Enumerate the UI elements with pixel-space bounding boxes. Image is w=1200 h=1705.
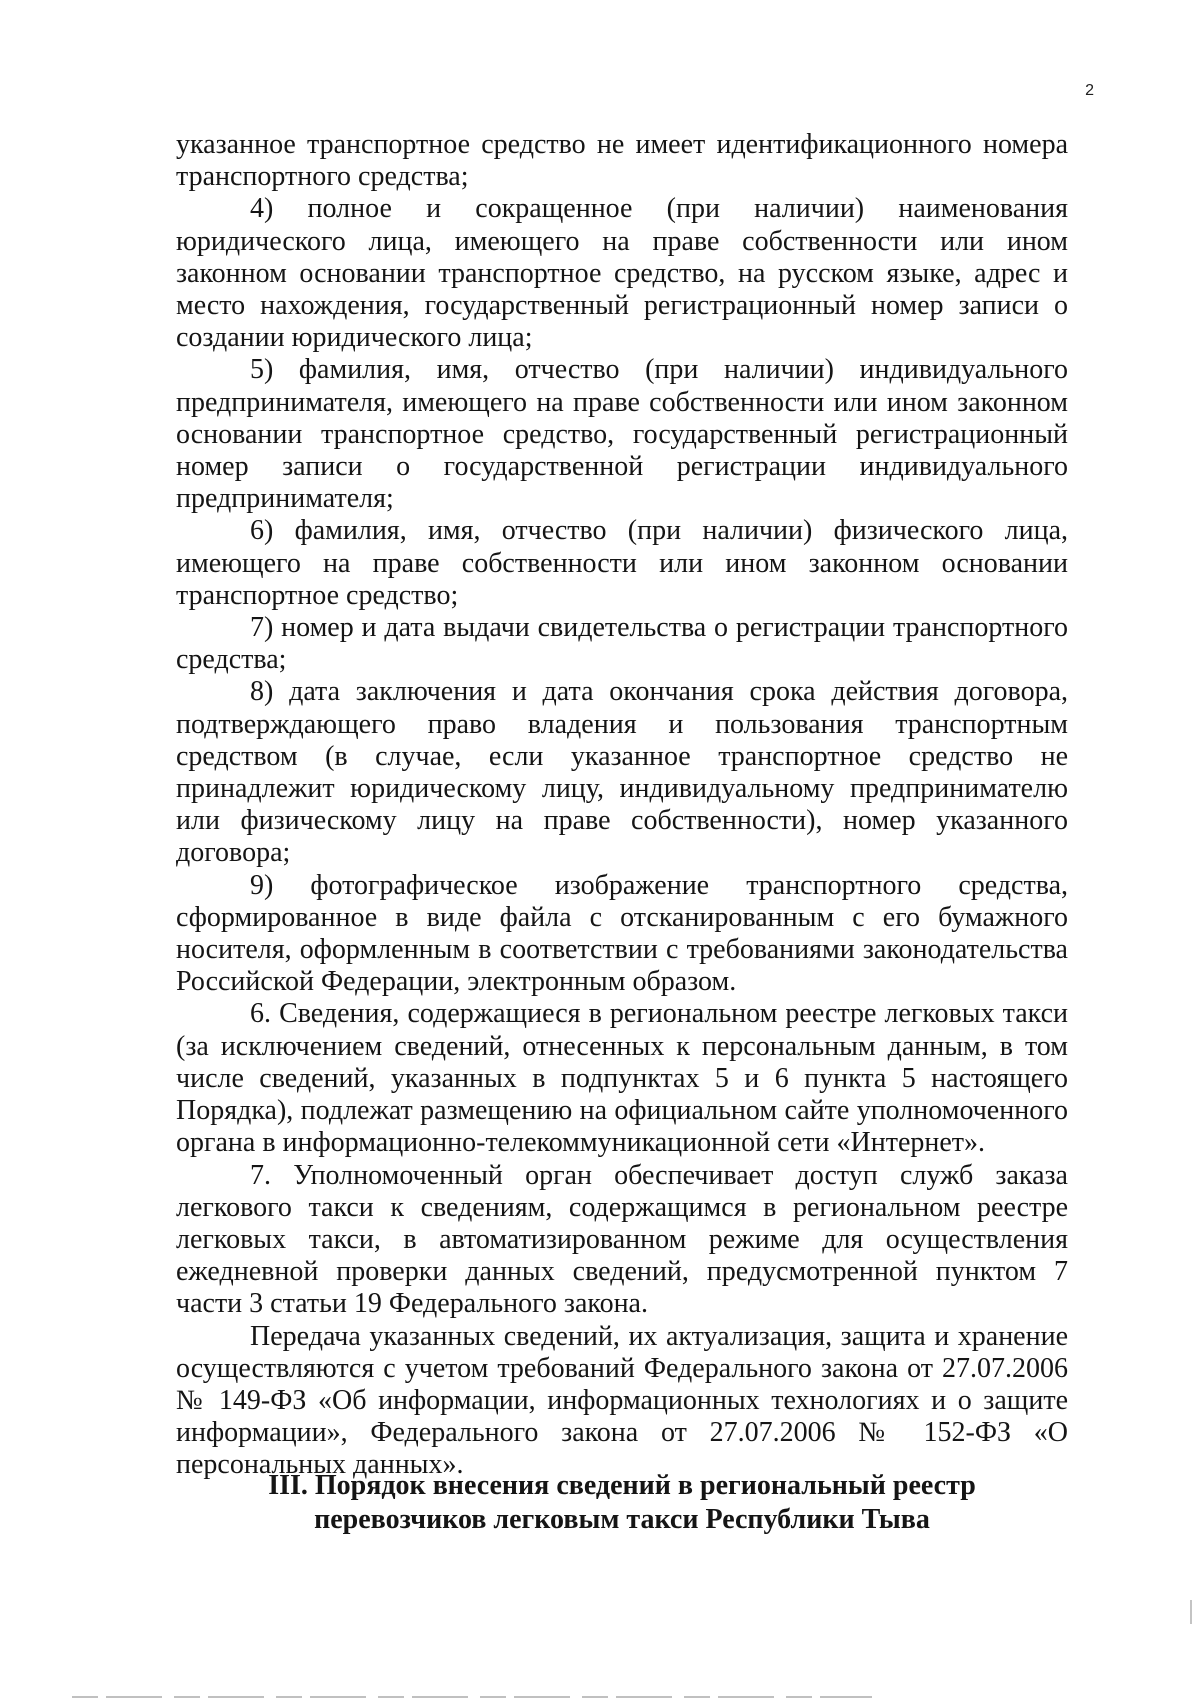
paragraph-transfer-info: Передача указанных сведений, их актуализация, защита и хранение осуществляются с учетом требований Федерального закона от 27.07.2006 № 149-ФЗ «Об информации, информационных технологиях и о защите информации», Федерального закона от 27.07.2006 № 152-ФЗ «О персональных данных». — [176, 1320, 1068, 1481]
paragraph-continuation: указанное транспортное средство не имеет идентификационного номера транспортного средства; — [176, 129, 1068, 193]
section-heading-line-1: III. Порядок внесения сведений в региональный реестр — [268, 1470, 976, 1501]
paragraph-item-5: 5) фамилия, имя, отчество (при наличии) индивидуального предпринимателя, имеющего на праве собственности или ином законном основании транспортное средство, государственный регистрационный номер записи о государственной регистрации индивидуального предпринимателя; — [176, 354, 1068, 515]
paragraph-item-6: 6) фамилия, имя, отчество (при наличии) физического лица, имеющего на праве собственности или ином законном основании транспортное средство; — [176, 515, 1068, 611]
paragraph-section-7: 7. Уполномоченный орган обеспечивает доступ служб заказа легкового такси к сведениям, содержащимся в региональном реестре легковых такси, в автоматизированном режиме для осуществления ежедневной проверки данных сведений, предусмотренной пунктом 7 части 3 статьи 19 Федерального закона. — [176, 1159, 1068, 1320]
document-body — [176, 129, 1068, 1482]
paragraph-item-7: 7) номер и дата выдачи свидетельства о регистрации транспортного средства; — [176, 612, 1068, 676]
paragraph-item-9: 9) фотографическое изображение транспортного средства, сформированное в виде файла с отсканированным с его бумажного носителя, оформленным в соответствии с требованиями законодательства Российской Федерации, электронным образом. — [176, 869, 1068, 998]
page-number: 2 — [1085, 82, 1094, 99]
section-heading — [176, 1469, 1068, 1537]
paragraph-section-6: 6. Сведения, содержащиеся в региональном реестре легковых такси (за исключением сведений, отнесенных к персональным данным, в том числе сведений, указанных в подпунктах 5 и 6 пункта 5 настоящего Порядка), подлежат размещению на официальном сайте уполномоченного органа в информационно-телекоммуникационной сети «Интернет». — [176, 998, 1068, 1159]
scan-artifact-right-mark — [1190, 1600, 1192, 1624]
paragraph-item-4: 4) полное и сокращенное (при наличии) наименования юридического лица, имеющего на праве собственности или ином законном основании транспортное средство, на русском языке, адрес и место нахождения, государственный регистрационный номер записи о создании юридического лица; — [176, 193, 1068, 354]
paragraph-item-8: 8) дата заключения и дата окончания срока действия договора, подтверждающего право владения и пользования транспортным средством (в случае, если указанное транспортное средство не принадлежит юридическому лицу, индивидуальному предпринимателю или физическому лицу на праве собственности), номер указанного договора; — [176, 676, 1068, 869]
section-heading-line-2: перевозчиков легковым такси Республики Тыва — [314, 1504, 930, 1535]
scan-artifact-bottom-line — [72, 1696, 872, 1698]
